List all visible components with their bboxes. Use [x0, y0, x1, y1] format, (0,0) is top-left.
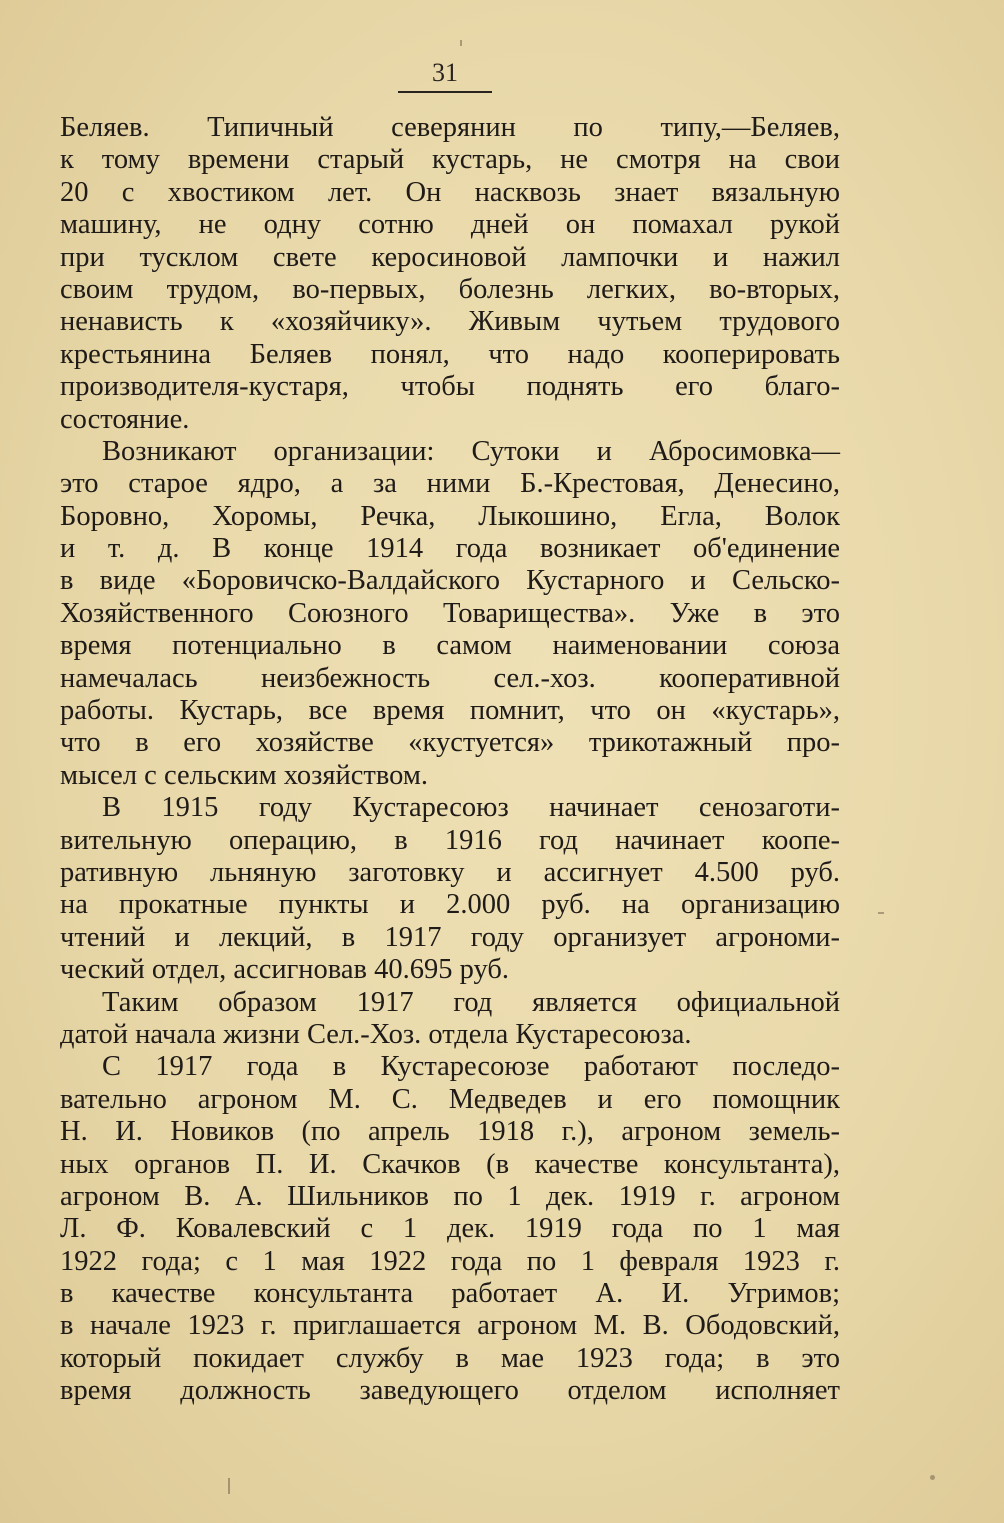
text-line: 1922 года; с 1 мая 1922 года по 1 февраля 1923 г.	[60, 1245, 840, 1277]
text-line: датой начала жизни Сел.-Хоз. отдела Кустаресоюза.	[60, 1018, 692, 1050]
text-line: состояние.	[60, 403, 190, 435]
text-line: Н. И. Новиков (по апрель 1918 г.), агроном земель-	[60, 1116, 840, 1148]
text-line: который покидает службу в мае 1923 года; в это	[60, 1342, 840, 1374]
text-line: что в его хозяйстве «кустуется» трикотажный про-	[60, 727, 840, 759]
text-line: намечалась неизбежность сел.-хоз. кооперативной	[60, 662, 840, 694]
text-line: С 1917 года в Кустаресоюзе работают последо-	[102, 1051, 840, 1083]
text-line: ративную льняную заготовку и ассигнует 4.500 руб.	[60, 856, 840, 888]
text-line: вительную операцию, в 1916 год начинает коопе-	[60, 824, 840, 856]
text-line: В 1915 году Кустаресоюз начинает сенозаготи-	[102, 792, 840, 824]
text-line: Таким образом 1917 год является официальной	[102, 986, 840, 1018]
header-rule	[398, 91, 492, 93]
text-line: в виде «Боровичско-Валдайского Кустарного и Сельско-	[60, 565, 840, 597]
text-line: и т. д. В конце 1914 года возникает об'единение	[60, 533, 840, 565]
text-line: Л. Ф. Ковалевский с 1 дек. 1919 года по 1 мая	[60, 1213, 840, 1245]
text-line: время потенциально в самом наименовании союза	[60, 630, 840, 662]
text-line: ческий отдел, ассигновав 40.695 руб.	[60, 954, 509, 986]
text-line: вательно агроном М. С. Медведев и его помощник	[60, 1083, 840, 1115]
text-line: Хозяйственного Союзного Товарищества». Уже в это	[60, 597, 840, 629]
text-line: ненависть к «хозяйчику». Живым чутьем трудового	[60, 306, 840, 338]
text-line: работы. Кустарь, все время помнит, что он «кустарь»,	[60, 695, 840, 727]
text-line: чтений и лекций, в 1917 году организует агрономи-	[60, 921, 840, 953]
text-line: Боровно, Хоромы, Речка, Лыкошино, Егла, Волок	[60, 500, 840, 532]
text-line: в начале 1923 г. приглашается агроном М. В. Ободовский,	[60, 1310, 840, 1342]
text-line: машину, не одну сотню дней он помахал рукой	[60, 209, 840, 241]
text-line: агроном В. А. Шильников по 1 дек. 1919 г. агроном	[60, 1180, 840, 1212]
text-line: к тому времени старый кустарь, не смотря на свои	[60, 144, 840, 176]
body-text	[60, 112, 840, 1408]
text-line: производителя-кустаря, чтобы поднять его благо-	[60, 371, 840, 403]
text-line: мысел с сельским хозяйством.	[60, 759, 428, 791]
text-line: при тусклом свете керосиновой лампочки и нажил	[60, 241, 840, 273]
text-line: время должность заведующего отделом исполняет	[60, 1375, 840, 1407]
text-line: это старое ядро, а за ними Б.-Крестовая, Денесино,	[60, 468, 840, 500]
text-line: ных органов П. И. Скачков (в качестве консультанта),	[60, 1148, 840, 1180]
text-line: крестьянина Беляев понял, что надо кооперировать	[60, 338, 840, 370]
scan-speck	[930, 1475, 935, 1480]
page-number: 31	[432, 58, 458, 87]
text-line: в качестве консультанта работает А. И. Угримов;	[60, 1278, 840, 1310]
text-line: своим трудом, во-первых, болезнь легких, во-вторых,	[60, 273, 840, 305]
text-line: Беляев. Типичный северянин по типу,—Беляев,	[60, 112, 840, 143]
text-line: на прокатные пункты и 2.000 руб. на организацию	[60, 889, 840, 921]
text-line: 20 с хвостиком лет. Он насквозь знает вязальную	[60, 176, 840, 208]
scan-speck	[228, 1478, 230, 1494]
scan-speck	[460, 40, 462, 46]
scan-speck	[878, 912, 884, 914]
text-line: Возникают организации: Сутоки и Абросимовка—	[102, 435, 840, 467]
